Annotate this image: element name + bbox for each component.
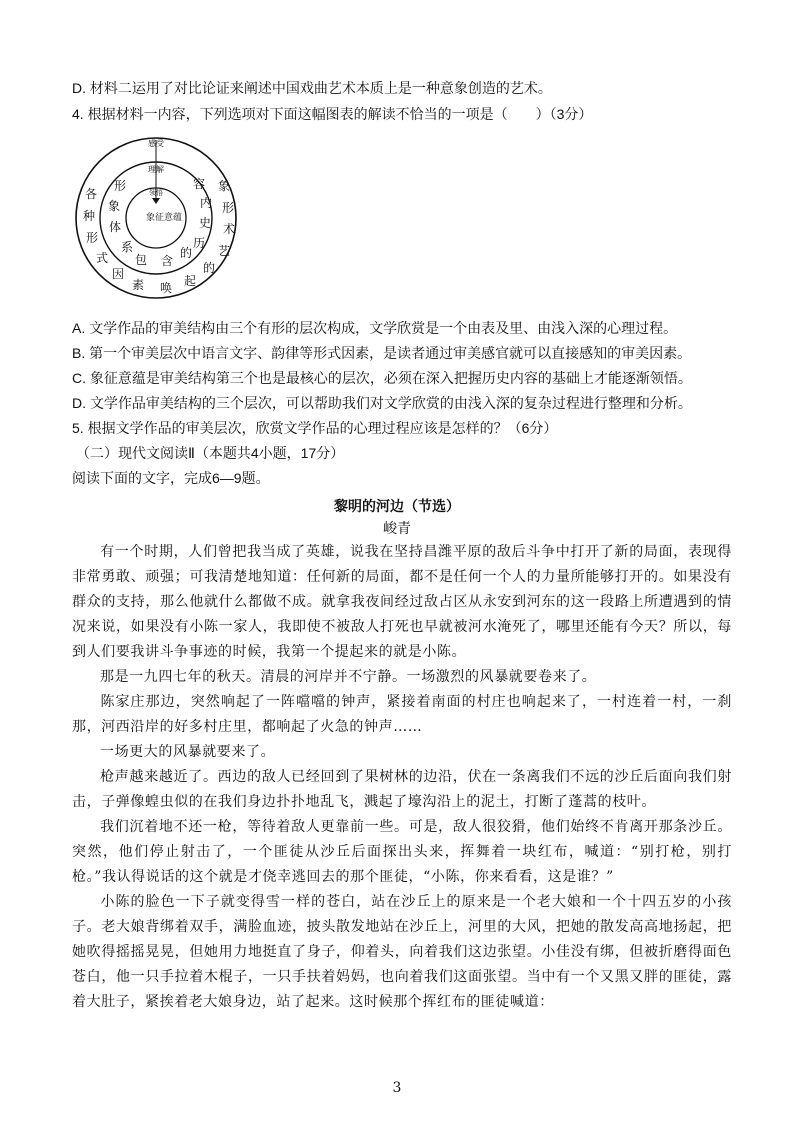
- ring1-bottom-0: 包: [134, 253, 148, 267]
- aesthetic-structure-diagram: [72, 132, 258, 304]
- ring1-right-2: 史: [198, 216, 212, 230]
- option-c: C. 象征意蕴是审美结构第三个也是最核心的层次，必须在深入把握历史内容的基础上才能逐渐领悟。: [72, 370, 692, 386]
- paragraph-text: 一场更大的风暴就要来了。: [100, 744, 276, 760]
- ring2-left-3: 式: [95, 251, 109, 265]
- option-b: B. 第一个审美层次中语言文字、韵律等形式因素，是读者通过审美感官就可以直接感知的审美因素。: [72, 345, 692, 361]
- label-inner-arrow: 领悟: [149, 189, 163, 197]
- question-4: 4. 根据材料一内容，下列选项对下面这幅图表的解读不恰当的一项是（ ）（3分）: [72, 106, 593, 122]
- ring2-bottom-0: 因: [111, 267, 125, 281]
- article-author: 峻青: [383, 521, 411, 537]
- ring2-right-0: 象: [217, 179, 231, 193]
- ring2-right-1: 形: [221, 201, 235, 215]
- ring2-left-0: 各: [84, 187, 98, 201]
- ring1-right-3: 历: [192, 236, 206, 250]
- label-middle-arrow: 理解: [148, 165, 164, 174]
- paragraph-text: 我们沉着地不还一枪，等待着敌人更靠前一些。可是，敌人很狡猾，他们始终不肯离开那条沙丘。突然，他们停止射击了，一个匪徒从沙丘后面探出头来，挥舞着一块红布，喊道：“别打枪，别打枪。”我认得说话的这个就是才侥幸逃回去的那个匪徒，“小陈，你来看看，这是谁？”: [72, 819, 732, 885]
- option-d-previous: D. 材料二运用了对比论证来阐述中国戏曲艺术本质上是一种意象创造的艺术。: [72, 80, 552, 96]
- ring1-right-1: 内: [199, 196, 213, 210]
- label-outer-arrow: 感受: [148, 139, 164, 148]
- ring2-left-2: 形: [85, 231, 99, 245]
- ring2-right-3: 艺: [217, 244, 231, 258]
- ring2-left-1: 种: [82, 209, 96, 223]
- reading-instruction: 阅读下面的文字，完成6—9题。: [72, 470, 270, 486]
- article-paragraph-1: [72, 540, 732, 665]
- question-5: 5. 根据文学作品的审美层次，欣赏文学作品的心理过程应该是怎样的？（6分）: [72, 420, 558, 436]
- ring2-right-2: 术: [222, 222, 236, 236]
- section-heading: （二）现代文阅读Ⅱ（本题共4小题，17分）: [76, 445, 345, 461]
- arrow-head-icon: [152, 198, 160, 204]
- ring1-left-3: 系: [120, 240, 134, 254]
- ring2-bottom-3: 起: [183, 274, 197, 288]
- label-center: 象征意蕴: [145, 213, 183, 223]
- paragraph-text: 那是一九四七年的秋天。清晨的河岸并不宁静。一场激烈的风暴就要卷来了。: [100, 669, 597, 685]
- article-paragraph-3: [72, 690, 732, 740]
- paragraph-text: 小陈的脸色一下子就变得雪一样的苍白，站在沙丘上的原来是一个老大娘和一个十四五岁的小孩子。老大娘背绑着双手，满脸血迹，披头散发地站在沙丘上，河里的大风，把她的散发高高地扬起，把她吹得摇摇晃晃，但她用力地挺直了身子，仰着头，向着我们这边张望。小佳没有绑，但被折磨得面色苍白，他一只手拉着木棍子，一只手扶着妈妈，也向着我们这面张望。当中有一个又黑又胖的匪徒，露着大肚子，紧挨着老大娘身边，站了起来。这时候那个挥红布的匪徒喊道：: [72, 894, 732, 1010]
- article-paragraph-7: [72, 890, 732, 1015]
- ring2-bottom-4: 的: [202, 261, 216, 275]
- page-number: 3: [392, 1080, 402, 1096]
- article-paragraph-4: [72, 740, 732, 765]
- ring1-left-0: 形: [113, 179, 127, 193]
- article-paragraph-2: [72, 665, 732, 690]
- ring1-left-1: 象: [107, 199, 121, 213]
- option-d: D. 文学作品审美结构的三个层次，可以帮助我们对文学欣赏的由浅入深的复杂过程进行整理和分析。: [72, 395, 692, 411]
- ring1-bottom-1: 含: [160, 254, 174, 268]
- paragraph-text: 枪声越来越近了。西边的敌人已经回到了果树林的边沿，伏在一条离我们不远的沙丘后面向我们射击，子弹像蝗虫似的在我们身边扑扑地乱飞，溅起了壕沟沿上的泥土，打断了蓬蒿的枝叶。: [72, 769, 732, 810]
- paragraph-text: 陈家庄那边，突然响起了一阵噹噹的钟声，紧接着南面的村庄也响起来了，一村连着一村，一刹那，河西沿岸的好多村庄里，都响起了火急的钟声……: [72, 694, 732, 735]
- ring1-bottom-2: 的: [179, 246, 193, 260]
- paragraph-text: 有一个时期，人们曾把我当成了英雄，说我在坚持昌潍平原的敌后斗争中打开了新的局面，表现得非常勇敢、顽强；可我清楚地知道：任何新的局面，都不是任何一个人的力量所能够打开的。如果没有群众的支持，那么他就什么都做不成。就拿我夜间经过敌占区从永安到河东的这一段路上所遭遇到的情况来说，如果没有小陈一家人，我即使不被敌人打死也早就被河水淹死了，哪里还能有今天？所以，每到人们要我讲斗争事迹的时候，我第一个提起来的就是小陈。: [72, 544, 732, 660]
- article-title: 黎明的河边（节选）: [334, 499, 460, 515]
- article-paragraph-6: [72, 815, 732, 890]
- ring2-bottom-2: 唤: [159, 281, 173, 295]
- article-paragraph-5: [72, 765, 732, 815]
- ring2-bottom-1: 素: [131, 278, 145, 292]
- ring1-right-0: 容: [192, 177, 206, 191]
- option-a: A. 文学作品的审美结构由三个有形的层次构成，文学欣赏是一个由表及里、由浅入深的心理过程。: [72, 320, 678, 336]
- ring1-left-2: 体: [108, 220, 122, 234]
